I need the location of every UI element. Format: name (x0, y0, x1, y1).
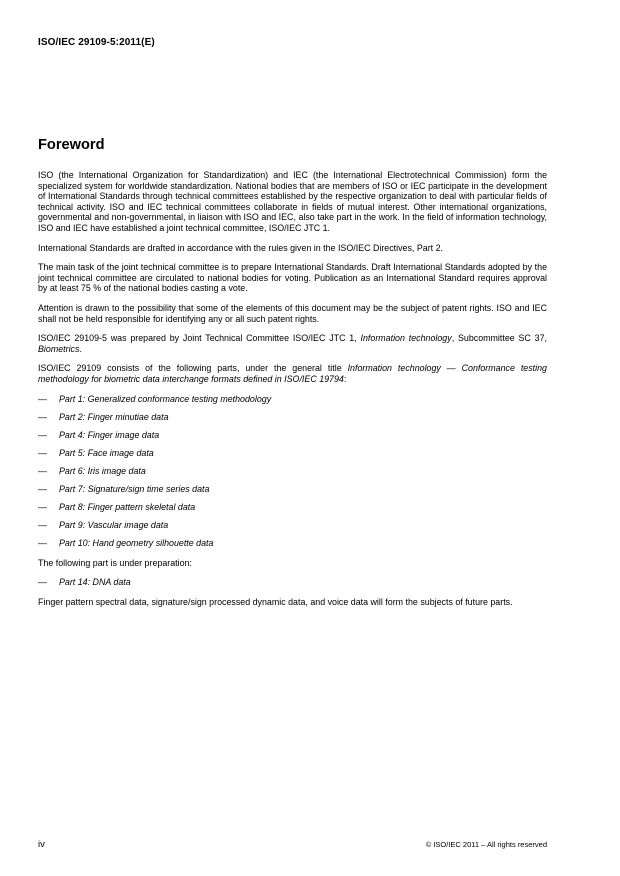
paragraph-future-parts: Finger pattern spectral data, signature/sign processed dynamic data, and voice data will form the subjects of future parts. (38, 597, 513, 608)
dash-bullet: — (38, 429, 47, 440)
page-number: iv (38, 839, 45, 850)
copyright-notice: © ISO/IEC 2011 – All rights reserved (425, 840, 547, 849)
dash-bullet: — (38, 447, 47, 458)
dash-bullet: — (38, 520, 47, 531)
part-label: Part 9: Vascular image data (59, 520, 169, 531)
dash-bullet: — (38, 577, 47, 588)
part-label: Part 5: Face image data (59, 447, 154, 458)
paragraph-prepared-by (38, 333, 547, 354)
paragraph-consists-of (38, 363, 547, 384)
dash-bullet: — (38, 411, 47, 422)
list-item (38, 538, 547, 549)
dash-bullet: — (38, 393, 47, 404)
list-item (38, 502, 547, 513)
dash-bullet: — (38, 483, 47, 494)
section-title: Foreword (38, 137, 105, 153)
parts-list (38, 394, 547, 549)
part-label: Part 1: Generalized conformance testing methodology (59, 393, 272, 404)
list-item (38, 466, 547, 477)
list-item (38, 448, 547, 459)
prepared-by-italic-it: Information technology (360, 333, 452, 344)
dash-bullet: — (38, 538, 47, 549)
consists-of-text: ISO/IEC 29109 consists of the following parts, under the general title (38, 363, 348, 374)
part-label: Part 6: Iris image data (59, 465, 146, 476)
list-item (38, 430, 547, 441)
document-id-header: ISO/IEC 29109-5:2011(E) (38, 37, 155, 48)
part-label: Part 7: Signature/sign time series data (59, 483, 210, 494)
part-label: Part 4: Finger image data (59, 429, 160, 440)
part-label: Part 2: Finger minutiae data (59, 411, 169, 422)
dash-bullet: — (38, 502, 47, 513)
part-label: Part 8: Finger pattern skeletal data (59, 502, 196, 513)
prepared-by-subcommittee: , Subcommittee SC 37, (451, 333, 548, 344)
parts-in-preparation-list (38, 577, 547, 588)
prepared-by-text: ISO/IEC 29109-5 was prepared by Joint Technical Committee ISO/IEC JTC 1, (38, 333, 361, 344)
consists-of-end: : (343, 373, 347, 384)
list-item (38, 484, 547, 495)
foreword-body (38, 170, 547, 617)
list-item (38, 394, 547, 405)
part-label: Part 14: DNA data (59, 577, 131, 588)
list-item (38, 520, 547, 531)
prepared-by-italic-biometrics: Biometrics (38, 343, 80, 354)
list-item (38, 577, 547, 588)
part-label: Part 10: Hand geometry silhouette data (59, 538, 214, 549)
paragraph-main-task: The main task of the joint technical committee is to prepare International Standards. Draft International Standards adopted by the joint technical committee are circulated to national bodies for voting. Publication as an International Standard requires approval by at least 75 % of the national bodies casting a vote. (38, 262, 547, 294)
paragraph-patent-rights: Attention is drawn to the possibility that some of the elements of this document may be the subject of patent rights. ISO and IEC shall not be held responsible for identifying any or all such patent rights. (38, 302, 547, 324)
paragraph-directives: International Standards are drafted in accordance with the rules given in the ISO/IEC Directives, Part 2. (38, 242, 444, 253)
dash-bullet: — (38, 465, 47, 476)
general-title-italic: Information technology — Conformance testing methodology for biometric data interchange formats defined in ISO/IEC 19794 (38, 363, 547, 384)
paragraph-under-preparation: The following part is under preparation: (38, 557, 192, 568)
prepared-by-end: . (79, 343, 82, 354)
list-item (38, 412, 547, 423)
paragraph-organizations: ISO (the International Organization for Standardization) and IEC (the International Electrotechnical Commission) form the specialized system for worldwide standardization. National bodies that are members of ISO or IEC participate in the development of International Standards through technical committees established by the respective organization to deal with particular fields of technical activity. ISO and IEC technical committees collaborate in fields of mutual interest. Other international organizations, governmental and non-governmental, in liaison with ISO and IEC, also take part in the work. In the field of information technology, ISO and IEC have established a joint technical committee, ISO/IEC JTC 1. (38, 170, 547, 233)
